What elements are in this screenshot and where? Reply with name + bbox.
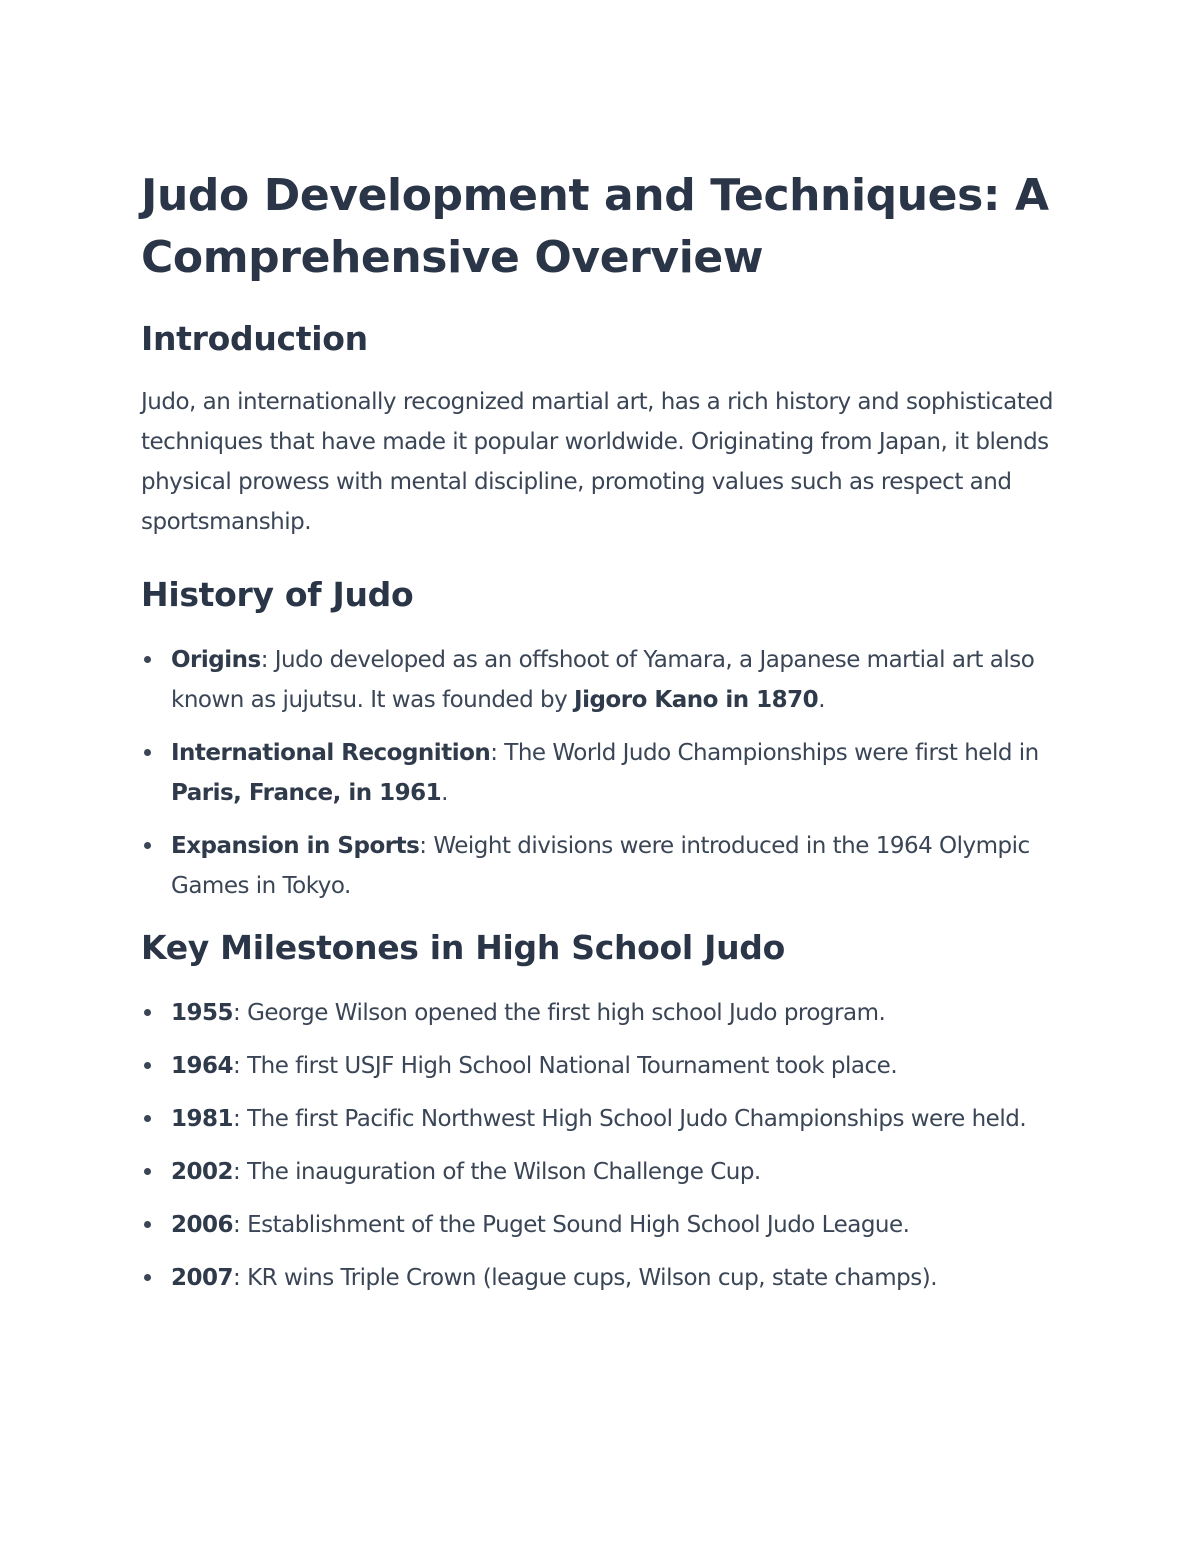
milestone-item <box>141 1046 1066 1086</box>
history-item-expansion-in-sports <box>141 826 1066 906</box>
introduction-paragraph: Judo, an internationally recognized martial art, has a rich history and sophisticated techniques that have made it popular worldwide. Originating from Japan, it blends physical prowess with mental discipline, promoting values such as respect and sportsmanship. <box>141 389 1053 535</box>
bullet-icon <box>144 1274 151 1281</box>
milestone-text: : The first Pacific Northwest High School Judo Championships were held. <box>233 1106 1027 1132</box>
bullet-icon <box>144 842 151 849</box>
milestone-text: : KR wins Triple Crown (league cups, Wilson cup, state champs). <box>233 1265 938 1291</box>
history-item-text: : Judo developed as an offshoot of Yamara, a Japanese martial art also known as jujutsu. It was founded by <box>171 647 1035 713</box>
milestone-item <box>141 1152 1066 1192</box>
bullet-icon <box>144 1062 151 1069</box>
bullet-icon <box>144 1168 151 1175</box>
history-item-text: : The World Judo Championships were first held in <box>490 740 1039 766</box>
milestone-text: : George Wilson opened the first high school Judo program. <box>233 1000 886 1026</box>
history-item-emphasis: Jigoro Kano in 1870 <box>574 687 819 713</box>
milestone-item <box>141 1205 1066 1245</box>
bullet-icon <box>144 656 151 663</box>
document-title: Judo Development and Techniques: A Comprehensive Overview <box>141 170 1049 283</box>
milestone-year: 1964 <box>171 1053 234 1079</box>
history-item-international-recognition <box>141 733 1066 813</box>
history-item-end: . <box>441 780 448 806</box>
milestone-year: 1955 <box>171 1000 234 1026</box>
milestone-item <box>141 993 1066 1033</box>
milestone-text: : The first USJF High School National Tournament took place. <box>233 1053 898 1079</box>
milestones-list <box>141 993 1066 1298</box>
milestone-year: 2007 <box>171 1265 234 1291</box>
history-item-label: International Recognition <box>171 740 491 766</box>
milestone-year: 2002 <box>171 1159 234 1185</box>
bullet-icon <box>144 1221 151 1228</box>
history-item-end: . <box>818 687 825 713</box>
milestone-item <box>141 1099 1066 1139</box>
history-list <box>141 640 1066 906</box>
history-item-origins <box>141 640 1066 720</box>
milestone-item <box>141 1258 1066 1298</box>
milestone-year: 1981 <box>171 1106 234 1132</box>
document-page <box>141 165 1066 1311</box>
history-item-text: : Weight divisions were introduced in the 1964 Olympic Games in Tokyo. <box>171 833 1030 899</box>
introduction-heading: Introduction <box>141 319 368 358</box>
history-item-emphasis: Paris, France, in 1961 <box>171 780 442 806</box>
milestone-text: : The inauguration of the Wilson Challenge Cup. <box>233 1159 761 1185</box>
history-heading: History of Judo <box>141 575 414 614</box>
milestone-text: : Establishment of the Puget Sound High School Judo League. <box>233 1212 910 1238</box>
history-item-label: Expansion in Sports <box>171 833 420 859</box>
bullet-icon <box>144 749 151 756</box>
bullet-icon <box>144 1009 151 1016</box>
milestones-heading: Key Milestones in High School Judo <box>141 928 785 967</box>
bullet-icon <box>144 1115 151 1122</box>
milestone-year: 2006 <box>171 1212 234 1238</box>
history-item-label: Origins <box>171 647 261 673</box>
